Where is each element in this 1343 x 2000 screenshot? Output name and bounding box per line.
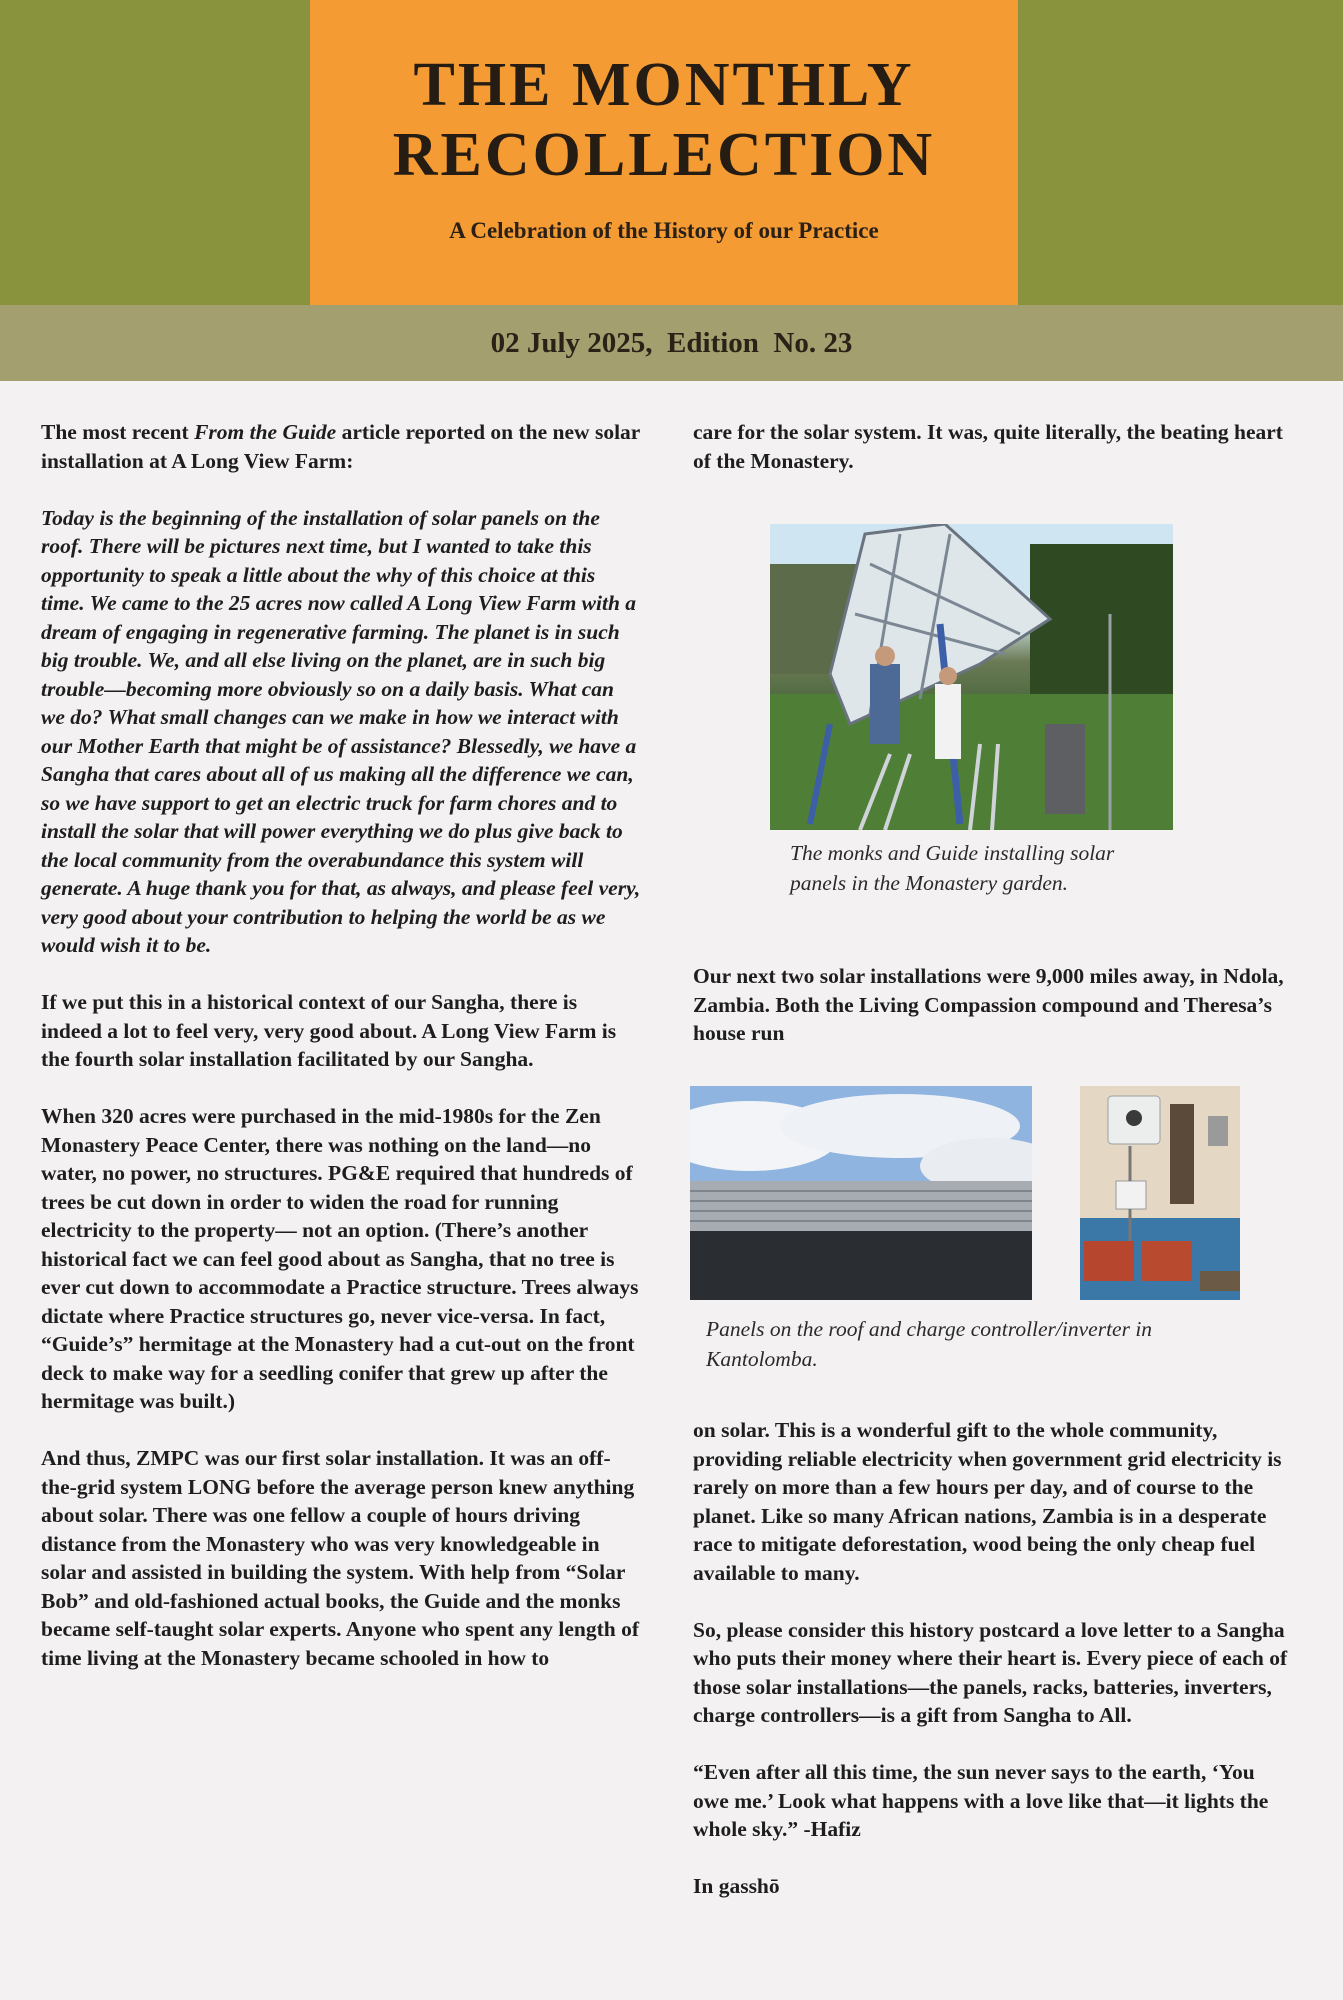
- roof-panels-photo: [690, 1086, 1032, 1300]
- edition-number: Edition No. 23: [667, 327, 853, 359]
- title-line-1: THE MONTHLY: [413, 51, 915, 119]
- right-column-middle: [693, 962, 1293, 1076]
- newsletter-subtitle: A Celebration of the History of our Practice: [449, 218, 879, 243]
- title-line-2: RECOLLECTION: [392, 121, 936, 189]
- postcard-paragraph: So, please consider this history postcard a love letter to a Sangha who puts their money where their heart is. Every piece of each of those solar installations—the panels, racks, batteries, inverters, charge controllers—is a gift from Sangha to All.: [693, 1617, 1288, 1727]
- masthead-title-box: [310, 0, 1018, 305]
- solar-install-photo: [770, 524, 1173, 830]
- intro-paragraph: [41, 418, 641, 475]
- solar-install-illustration: [770, 524, 1173, 830]
- intro-text-start: The most recent: [41, 420, 195, 444]
- zambia-paragraph: Our next two solar installations were 9,000 miles away, in Ndola, Zambia. Both the Living Compassion compound and Theresa’s house run: [693, 964, 1284, 1045]
- right-column-bottom: [693, 1416, 1293, 1929]
- continued-paragraph: care for the solar system. It was, quite literally, the beating heart of the Monastery.: [693, 420, 1283, 473]
- newsletter-title: [310, 50, 1018, 190]
- photo-caption-monastery: The monks and Guide installing solar panels in the Monastery garden.: [790, 841, 1115, 895]
- left-column: [41, 418, 641, 1701]
- closing-signoff: In gasshō: [693, 1874, 780, 1898]
- inverter-photo: [1080, 1086, 1240, 1300]
- photo-caption-kantolomba: Panels on the roof and charge controller/inverter in Kantolomba.: [706, 1317, 1153, 1371]
- issue-date: 02 July 2025,: [490, 327, 653, 359]
- intro-article-title: From the Guide: [194, 420, 337, 444]
- context-paragraph: If we put this in a historical context of our Sangha, there is indeed a lot to feel very, very good about. A Long View Farm is the fourth solar installation facilitated by our Sangha.: [41, 990, 617, 1071]
- hafiz-quote: “Even after all this time, the sun never says to the earth, ‘You owe me.’ Look what happens with a love like that—it lights the whole sky.” -Hafiz: [693, 1760, 1269, 1841]
- guide-quote: Today is the beginning of the installation of solar panels on the roof. There will be pictures next time, but I wanted to take this opportunity to speak a little about the why of this choice at this time. We came to the 25 acres now called A Long View Farm with a dream of engaging in regenerative farming. The planet is in such big trouble. We, and all else living on the planet, are in such big trouble—becoming more obviously so on a daily basis. What can we do? What small changes can we make in how we interact with our Mother Earth that might be of assistance? Blessedly, we have a Sangha that cares about all of us making all the difference we can, so we have support to get an electric truck for farm chores and to install the solar that will power everything we do plus give back to the local community from the overabundance this system will generate. A huge thank you for that, as always, and please feel very, very good about your contribution to helping the world be as we would wish it to be.: [41, 505, 641, 957]
- dateline-bar: [0, 305, 1343, 381]
- zmpc-paragraph: When 320 acres were purchased in the mid-1980s for the Zen Monastery Peace Center, there was nothing on the land—no water, no power, no structures. PG&E required that hundreds of trees be cut down in order to widen the road for running electricity to the property— not an option. (There’s another historical fact we can feel good about as Sangha, that no tree is ever cut down to accommodate a Practice structure. Trees always dictate where Practice structures go, never vice-versa. In fact, “Guide’s” hermitage at the Monastery had a cut-out on the front deck to make way for a seedling conifer that grew up after the hermitage was built.): [41, 1104, 639, 1413]
- right-column-top: [693, 418, 1293, 504]
- inverter-illustration: [1080, 1086, 1240, 1300]
- roof-panels-illustration: [690, 1086, 1032, 1300]
- first-install-paragraph: And thus, ZMPC was our first solar installation. It was an off-the-grid system LONG before the average person knew anything about solar. There was one fellow a couple of hours driving distance from the Monastery who was very knowledgeable in solar and assisted in building the system. With help from “Solar Bob” and old-fashioned actual books, the Guide and the monks became self-taught solar experts. Anyone who spent any length of time living at the Monastery became schooled in how to: [41, 1446, 640, 1670]
- intro-text-end: article reported on the new solar installation at A Long View Farm:: [41, 420, 640, 473]
- gift-paragraph: on solar. This is a wonderful gift to the whole community, providing reliable electricity when government grid electricity is rarely on more than a few hours per day, and of course to the planet. Like so many African nations, Zambia is in a desperate race to mitigate deforestation, wood being the only cheap fuel available to many.: [693, 1418, 1282, 1585]
